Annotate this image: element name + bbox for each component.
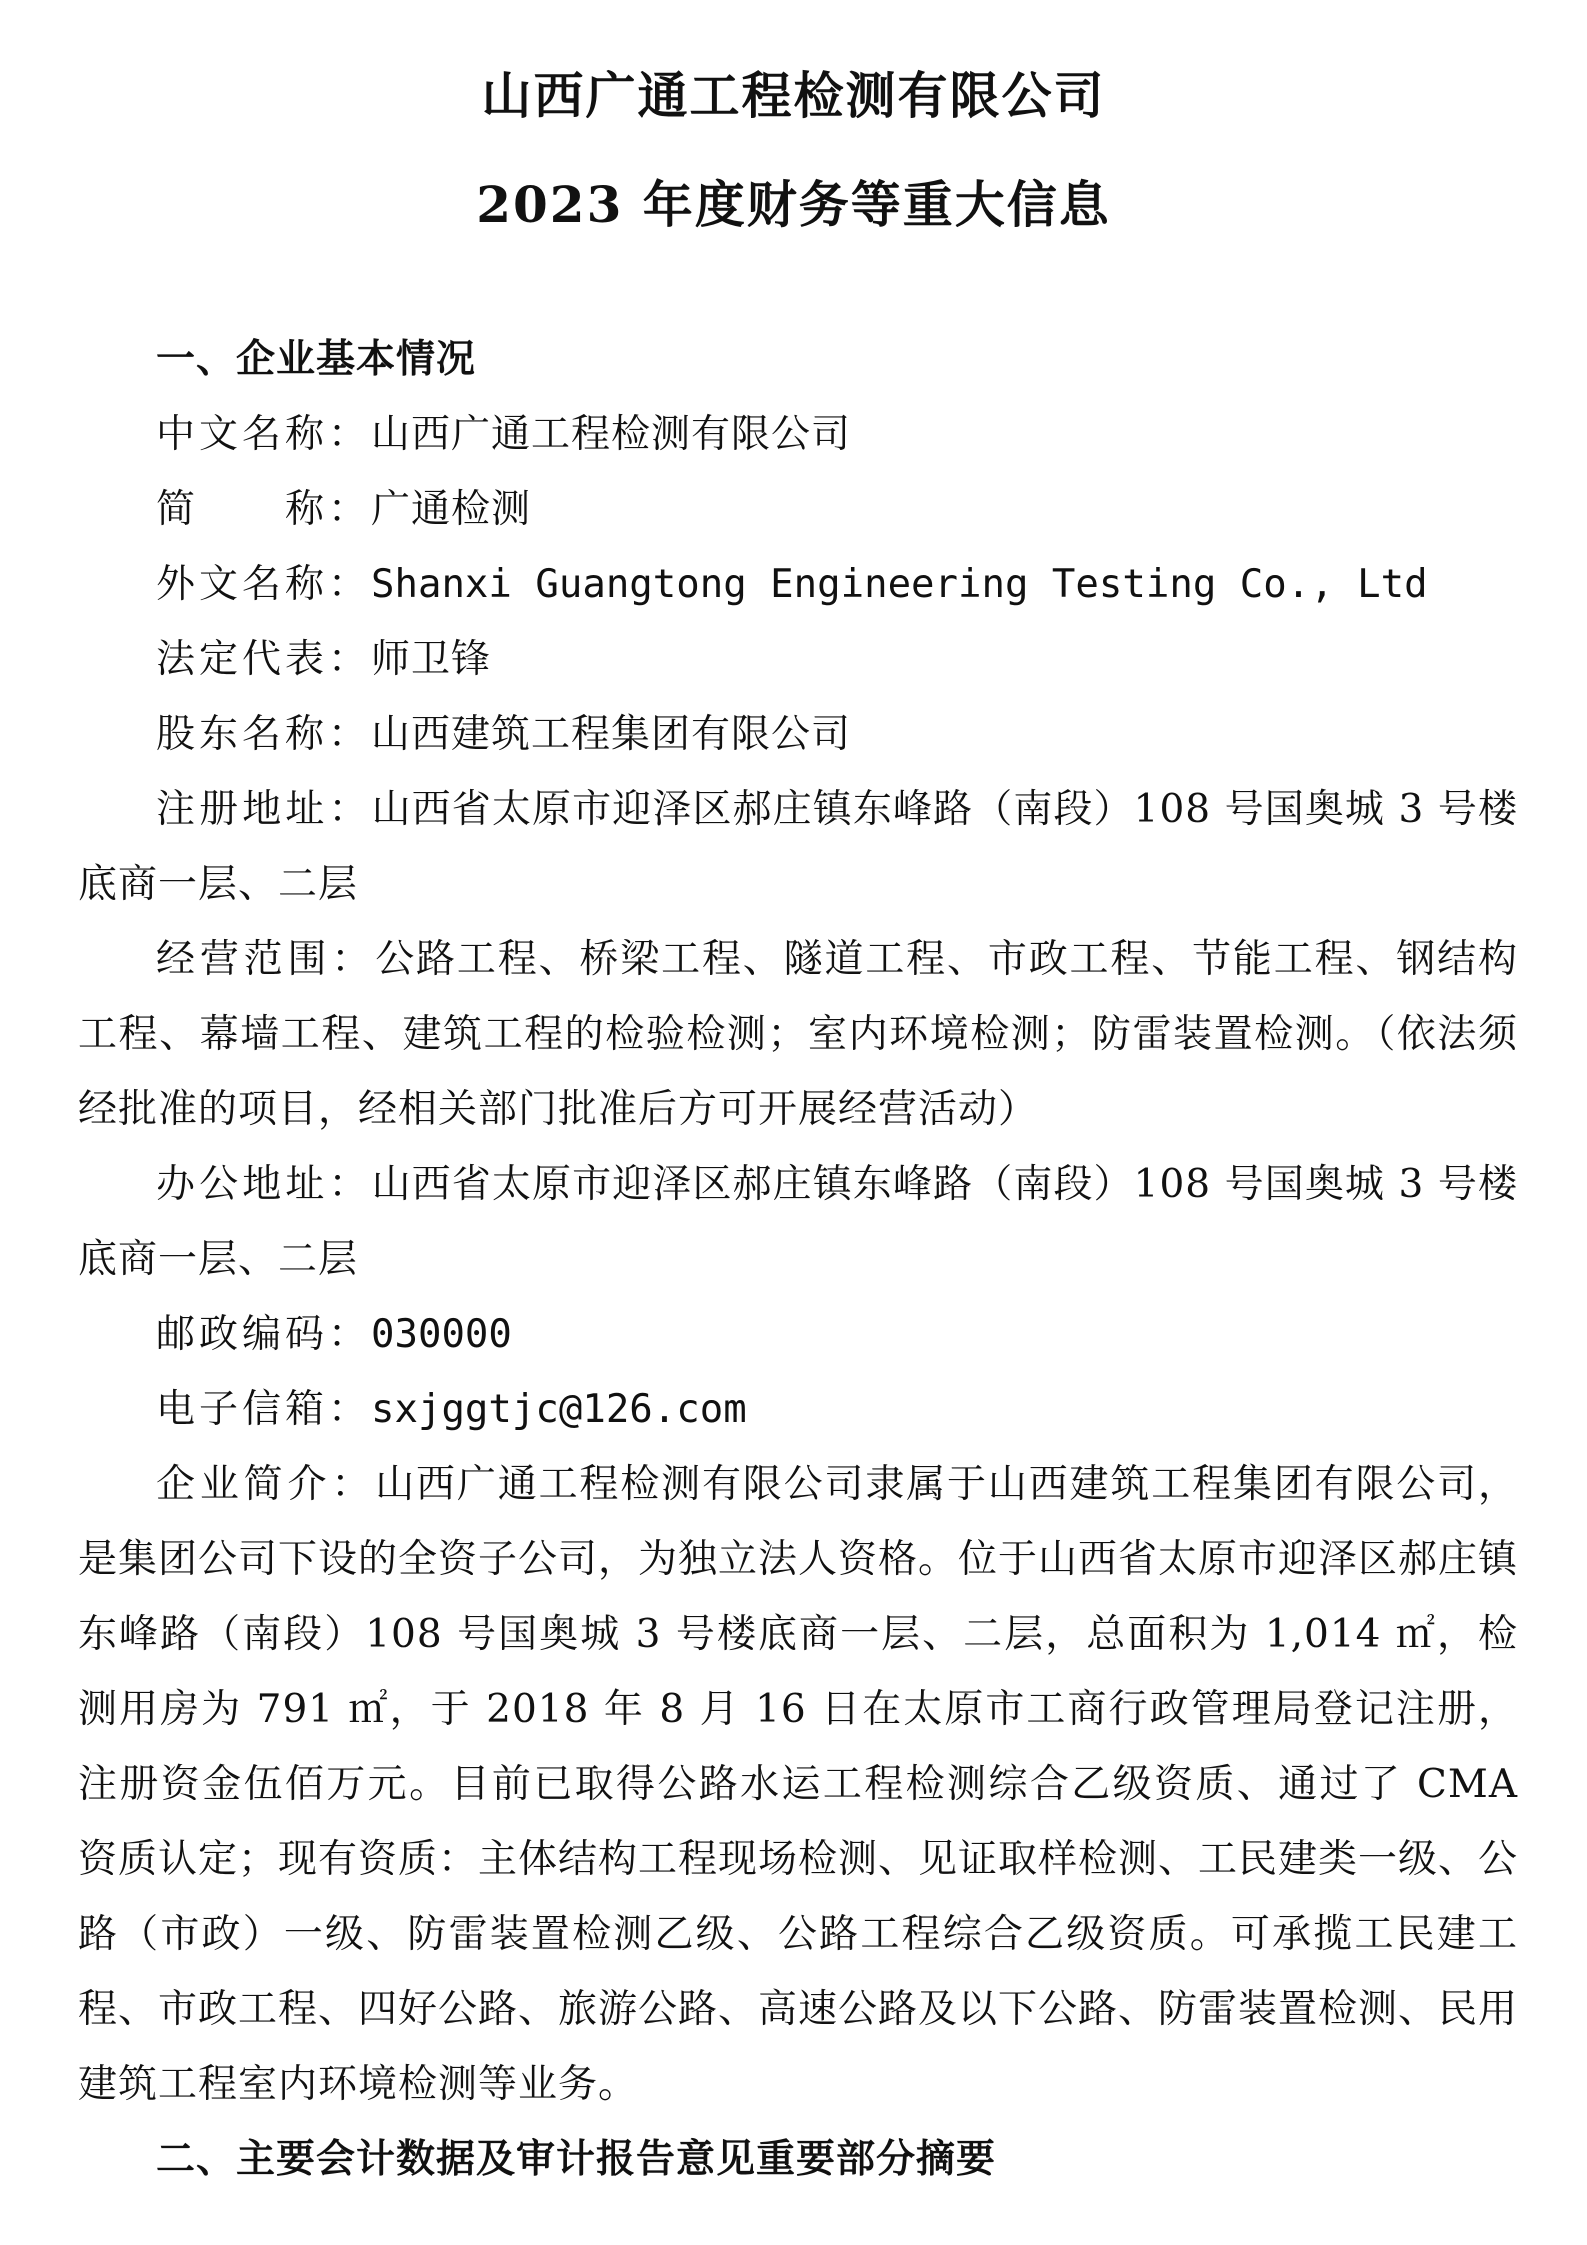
field-value: 030000 (371, 1312, 512, 1357)
field-short-name (78, 472, 1518, 547)
field-english-name (78, 547, 1518, 622)
field-value: Shanxi Guangtong Engineering Testing Co., Ltd (371, 562, 1428, 607)
field-legal-representative (78, 622, 1518, 697)
field-value: 山西省太原市迎泽区郝庄镇东峰路（南段）108 号国奥城 3 号楼底商一层、二层 (78, 1162, 1518, 1282)
field-value: 广通检测 (371, 487, 532, 532)
field-value: 公路工程、桥梁工程、隧道工程、市政工程、节能工程、钢结构工程、幕墙工程、建筑工程的检验检测；室内环境检测；防雷装置检测。（依法须经批准的项目，经相关部门批准后方可开展经营活动） (78, 937, 1518, 1132)
field-value: 山西广通工程检测有限公司 (371, 412, 852, 457)
field-value: 山西建筑工程集团有限公司 (371, 712, 852, 757)
field-label: 注册地址： (156, 787, 372, 832)
document-title-company: 山西广通工程检测有限公司 (481, 66, 1106, 125)
field-registered-address (78, 772, 1518, 922)
field-value: sxjggtjc@126.com (371, 1387, 747, 1432)
document-title-report: 2023 年度财务等重大信息 (476, 175, 1111, 234)
section-heading-accounting-data: 二、主要会计数据及审计报告意见重要部分摘要 (156, 2137, 997, 2182)
field-business-scope (78, 922, 1518, 1147)
section-heading-basic-info: 一、企业基本情况 (156, 337, 477, 382)
field-label: 邮政编码： (156, 1312, 372, 1357)
field-value: 山西省太原市迎泽区郝庄镇东峰路（南段）108 号国奥城 3 号楼底商一层、二层 (78, 787, 1518, 907)
field-label: 电子信箱： (156, 1387, 372, 1432)
field-company-profile (78, 1447, 1518, 2122)
field-label: 法定代表： (156, 637, 372, 682)
field-label: 中文名称： (156, 412, 372, 457)
field-label: 企业简介： (156, 1462, 376, 1507)
field-email (78, 1372, 1518, 1447)
field-label: 办公地址： (156, 1162, 372, 1207)
field-label: 外文名称： (156, 562, 372, 607)
document-body (78, 322, 1518, 2197)
field-value: 山西广通工程检测有限公司隶属于山西建筑工程集团有限公司，是集团公司下设的全资子公司，为独立法人资格。位于山西省太原市迎泽区郝庄镇东峰路（南段）108 号国奥城 3 号楼底商一层、二层，总面积为 1,014 ㎡，检测用房为 791 ㎡，于 2018 年 8 月 16 日在太原市工商行政管理局登记注册，注册资金伍佰万元。目前已取得公路水运工程检测综合乙级资质、通过了 CMA 资质认定；现有资质：主体结构工程现场检测、见证取样检测、工民建类一级、公路（市政）一级、防雷装置检测乙级、公路工程综合乙级资质。可承揽工民建工程、市政工程、四好公路、旅游公路、高速公路及以下公路、防雷装置检测、民用建筑工程室内环境检测等业务。 (78, 1462, 1519, 2107)
field-office-address (78, 1147, 1518, 1297)
field-postal-code (78, 1297, 1518, 1372)
field-label: 股东名称： (156, 712, 372, 757)
field-shareholder (78, 697, 1518, 772)
field-chinese-name (78, 397, 1518, 472)
field-label: 经营范围： (156, 937, 376, 982)
field-value: 师卫锋 (371, 637, 492, 682)
field-label: 简 称： (156, 487, 372, 532)
